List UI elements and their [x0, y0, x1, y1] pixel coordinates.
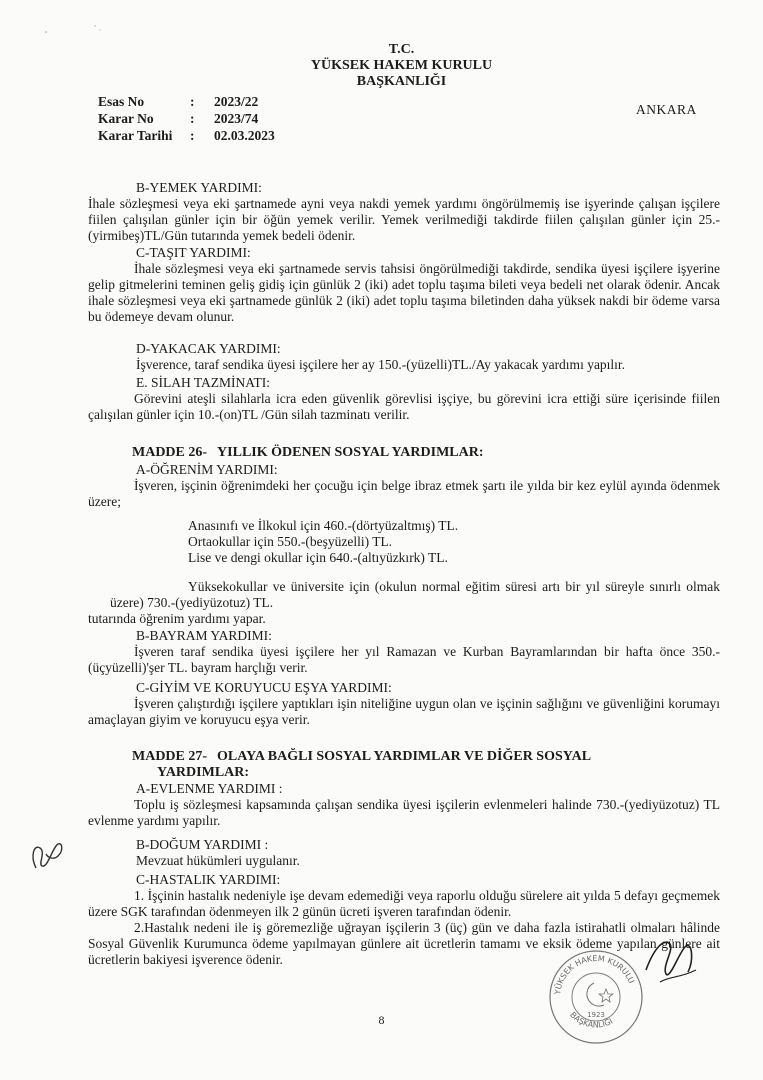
list-item: Anasınıfı ve İlkokul için 460.-(dörtyüzaltmış) TL. [188, 518, 459, 533]
handwritten-initial [28, 838, 70, 872]
yakacak-title: D-YAKACAK YARDIMI: [136, 341, 281, 356]
list-item: Ortaokullar için 550.-(beşyüzelli) TL. [188, 534, 393, 549]
section-yemek [88, 180, 720, 244]
madde-26-title: YILLIK ÖDENEN SOSYAL YARDIMLAR: [217, 445, 484, 460]
tarih-label: Karar Tarihi [98, 128, 173, 143]
section-dogum [88, 837, 720, 869]
ogrenim-body: İşveren, işçinin öğrenimdeki her çocuğu için belge ibraz etmek şartı ile yılda bir kez eylül ayında ödenmek üzere; [88, 478, 720, 509]
tasit-title: C-TAŞIT YARDIMI: [136, 245, 251, 260]
dogum-body: Mevzuat hükümleri uygulanır. [136, 853, 300, 868]
hastalik-item-2: 2.Hastalık nedeni ile iş göremezliğe uğrayan işçilerin 3 (üç) gün ve daha fazla istirahatli olmaları hâlinde Sosyal Güvenlik Kurumunca ödeme yapılmayan günlere ait ücretlerin tamamı ve eksik ödeme yapılan günlere ait ücretlerin bakiyesi işverence ödenir. [88, 920, 720, 967]
ogrenim-tail: tutarında öğrenim yardımı yapar. [88, 611, 266, 626]
giyim-title: C-GİYİM VE KORUYUCU EŞYA YARDIMI: [136, 680, 392, 695]
scan-artifact [40, 12, 130, 42]
silah-title: E. SİLAH TAZMİNATI: [136, 375, 271, 390]
handwritten-signature [640, 930, 700, 990]
giyim-body: İşveren çalıştırdığı işçilere yaptıkları işin niteliğine uygun olan ve işçinin sağlığını ve güvenliğini korumayı amaçlayan giyim ve koruyucu eşya verir. [88, 696, 720, 727]
yakacak-body: İşverence, taraf sendika üyesi işçilere her ay 150.-(yüzelli)TL./Ay yakacak yardımı yapılır. [136, 357, 626, 372]
dogum-title: B-DOĞUM YARDIMI : [136, 837, 269, 852]
case-meta [98, 93, 275, 144]
section-tasit [88, 245, 720, 325]
section-evlenme [88, 781, 720, 829]
section-yakacak [88, 341, 720, 373]
karar-label: Karar No [98, 111, 154, 126]
hastalik-title: C-HASTALIK YARDIMI: [136, 872, 281, 887]
tasit-body: İhale sözleşmesi veya eki şartnamede servis tahsisi öngörülmediği takdirde, sendika üyesi işçilere işyerine gelip gitmelerini teminen geliş gidiş için günlük 2 (iki) adet toplu taşıma bileti veya bedeli net olarak ödenir. Ancak ihale sözleşmesi veya eki şartnamede günlük 2 (iki) adet toplu taşıma biletinden daha yüksek nakdi bir ödeme varsa bu ödemeye devam olunur. [88, 261, 720, 324]
bayram-title: B-BAYRAM YARDIMI: [136, 628, 272, 643]
evlenme-title: A-EVLENME YARDIMI : [136, 781, 283, 796]
hastalik-item-1: 1. İşçinin hastalık nedeniyle işe devam edemediği veya raporlu olduğu sürelere ait yılda 5 defayı geçmemek üzere SGK tarafından ödenmeyen ilk 2 günün ücreti işveren tarafından ödenir. [88, 888, 720, 919]
tarih-row [98, 127, 275, 144]
yemek-title: B-YEMEK YARDIMI: [136, 180, 262, 195]
official-seal [546, 945, 646, 1045]
madde-27-title-cont: YARDIMLAR: [157, 765, 250, 780]
madde-26-heading [132, 445, 484, 461]
city: ANKARA [636, 102, 697, 117]
ogrenim-list [188, 518, 720, 566]
bayram-body: İşveren taraf sendika üyesi işçilere her yıl Ramazan ve Kurban Bayramlarından bir hafta önce 350.-(üçyüzelli)'şer TL. bayram harçlığı verir. [88, 644, 720, 675]
section-bayram [88, 628, 720, 676]
page-number: 8 [378, 1013, 385, 1027]
karar-value: 2023/74 [214, 111, 259, 126]
karar-row [98, 110, 275, 127]
esas-label: Esas No [98, 94, 145, 109]
madde-26-number: MADDE 26- [132, 445, 208, 460]
colon: : [190, 111, 195, 126]
esas-value: 2023/22 [214, 94, 259, 109]
list-item: Yüksekokullar ve üniversite için (okulun normal eğitim süresi artı bir yıl süreyle sınırlı olmak üzere) 730.-(yediyüzotuz) TL. [110, 579, 720, 610]
section-giyim [88, 680, 720, 728]
header-institution: YÜKSEK HAKEM KURULU [310, 58, 493, 73]
header-department: BAŞKANLIĞI [356, 74, 447, 89]
evlenme-body: Toplu iş sözleşmesi kapsamında çalışan sendika üyesi işçilerin evlenmeleri halinde 730.-(yediyüzotuz) TL evlenme yardımı yapılır. [88, 797, 720, 828]
svg-text:BAŞKANLIĞI: BAŞKANLIĞI [568, 1010, 615, 1030]
colon: : [190, 94, 195, 109]
svg-text:YÜKSEK HAKEM KURULU: YÜKSEK HAKEM KURULU [553, 953, 637, 996]
madde-27-number: MADDE 27- [132, 749, 208, 764]
section-ogrenim [88, 462, 720, 510]
colon: : [190, 128, 195, 143]
silah-body: Görevini ateşli silahlarla icra eden güvenlik görevlisi işçiye, bu görevini icra ettiği süre içerisinde fiilen çalışılan günler için 10.-(on)TL /Gün silah tazminatı verilir. [88, 391, 720, 422]
svg-text:1923: 1923 [587, 1011, 605, 1019]
section-silah [88, 375, 720, 423]
ogrenim-title: A-ÖĞRENİM YARDIMI: [136, 462, 278, 477]
madde-27-title: OLAYA BAĞLI SOSYAL YARDIMLAR VE DİĞER SOSYAL [217, 749, 592, 764]
esas-row [98, 93, 275, 110]
yemek-body: İhale sözleşmesi veya eki şartnamede ayni veya nakdi yemek yardımı öngörülmemiş ise işyerinde çalışan işçilere fiilen çalışılan günler için bir öğün yemek verilir. Yemek verilmediği takdirde fiilen çalışılan günler için 25.-(yirmibeş)TL/Gün tutarında yemek bedeli ödenir. [88, 196, 720, 243]
tarih-value: 02.03.2023 [214, 128, 275, 143]
madde-27-heading [132, 749, 591, 765]
document-header [0, 42, 763, 90]
list-item: Lise ve dengi okullar için 640.-(altıyüzkırk) TL. [188, 550, 448, 565]
header-tc: T.C. [388, 42, 415, 57]
